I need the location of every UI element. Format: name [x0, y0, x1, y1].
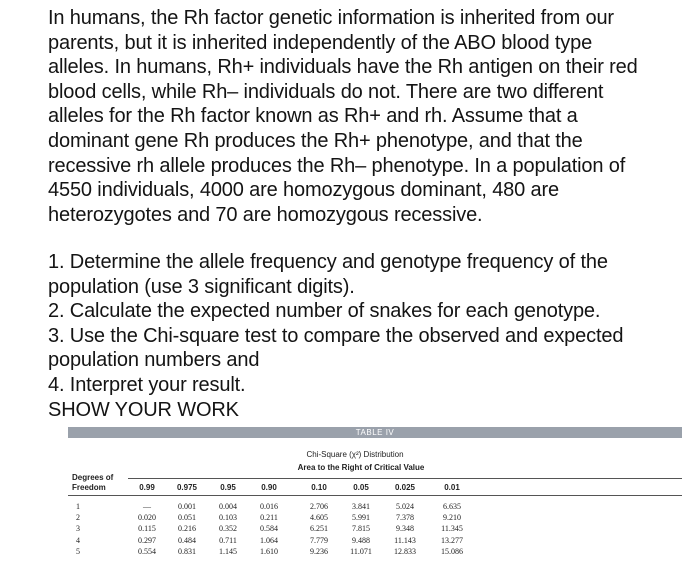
intro-line: parents, but it is inherited independently of the ABO blood type [48, 31, 593, 54]
question-line: 4. Interpret your result. [48, 373, 246, 396]
df-cell: 1 [76, 502, 80, 511]
table-cell: 12.833 [394, 546, 416, 556]
table-cell: 0.211 [260, 513, 278, 523]
table-cell: 9.236 [310, 546, 328, 556]
column-header: 0.90 [261, 483, 277, 492]
table-cell: 0.352 [219, 524, 237, 534]
intro-line: heterozygotes and 70 are homozygous recessive. [48, 203, 483, 226]
table-cell: 11.143 [394, 535, 416, 545]
intro-line: dominant gene Rh produces the Rh+ phenotype, and that the [48, 129, 583, 152]
table-banner [68, 427, 682, 438]
table-cell: 9.210 [443, 513, 461, 523]
table-cell: 0.115 [138, 524, 156, 534]
table-cell: 0.831 [178, 546, 196, 556]
column-header: 0.95 [220, 483, 236, 492]
table-cell: 0.711 [219, 535, 237, 545]
table-cell: 1.610 [260, 546, 278, 556]
table-cell: 0.484 [178, 535, 196, 545]
table-cell: 3.841 [352, 502, 370, 511]
table-cell: 0.051 [178, 513, 196, 523]
intro-line: alleles for the Rh factor known as Rh+ and rh. Assume that a [48, 105, 578, 128]
intro-line: blood cells, while Rh– individuals do not. There are two different [48, 80, 604, 103]
show-work-line: SHOW YOUR WORK [48, 398, 239, 421]
table-cell: 11.071 [350, 546, 372, 556]
table-caption-subtitle: Area to the Right of Critical Value [297, 463, 425, 472]
table-cell: 0.554 [138, 546, 156, 556]
table-cell: 13.277 [441, 535, 463, 545]
table-cell: 0.216 [178, 524, 196, 534]
df-cell: 3 [76, 524, 80, 534]
table-cell: — [143, 502, 151, 511]
column-header: 0.975 [176, 483, 198, 492]
table-banner-label: TABLE IV [355, 428, 395, 437]
table-cell: 7.815 [352, 524, 370, 534]
table-caption-title: Chi-Square (χ²) Distribution [306, 450, 404, 459]
df-cell: 2 [76, 513, 80, 523]
chi-square-table [68, 427, 682, 567]
intro-line: recessive rh allele produces the Rh– phenotype. In a population of [48, 154, 626, 177]
table-cell: 6.635 [443, 502, 461, 511]
degrees-header: Degrees of [72, 473, 114, 482]
table-cell: 9.348 [396, 524, 414, 534]
df-cell: 5 [76, 546, 80, 556]
intro-line: In humans, the Rh factor genetic information is inherited from our [48, 7, 614, 29]
column-header: 0.05 [353, 483, 369, 492]
table-rule-mid [68, 495, 682, 496]
intro-paragraph [48, 6, 688, 227]
question-line: 2. Calculate the expected number of snakes for each genotype. [48, 300, 601, 323]
table-cell: 5.991 [352, 513, 370, 523]
question-line: 3. Use the Chi-square test to compare the observed and expected [48, 324, 624, 347]
table-cell: 9.488 [352, 535, 370, 545]
table-cell: 7.378 [396, 513, 414, 523]
intro-line: 4550 individuals, 4000 are homozygous dominant, 480 are [48, 179, 559, 202]
table-cell: 0.584 [260, 524, 278, 534]
table-cell: 5.024 [396, 502, 414, 511]
freedom-header: Freedom [72, 483, 106, 492]
table-cell: 0.297 [138, 535, 156, 545]
question-line: population (use 3 significant digits). [48, 275, 355, 298]
table-cell: 4.605 [310, 513, 328, 523]
column-header: 0.01 [444, 483, 460, 492]
df-cell: 4 [76, 535, 80, 545]
table-cell: 2.706 [310, 502, 328, 511]
column-header: 0.025 [394, 483, 416, 492]
table-cell: 6.251 [310, 524, 328, 534]
table-cell: 11.345 [441, 524, 463, 534]
question-line: population numbers and [48, 349, 260, 372]
table-cell: 7.779 [310, 535, 328, 545]
table-cell: 0.020 [138, 513, 156, 523]
table-cell: 0.004 [219, 502, 237, 511]
intro-line: alleles. In humans, Rh+ individuals have the Rh antigen on their red [48, 56, 638, 79]
questions-list [48, 250, 688, 422]
table-cell: 1.145 [219, 546, 237, 556]
column-header: 0.10 [311, 483, 327, 492]
table-cell: 0.001 [178, 502, 196, 511]
column-header: 0.99 [139, 483, 155, 492]
table-rule-top [128, 478, 682, 479]
table-cell: 1.064 [260, 535, 278, 545]
question-line: 1. Determine the allele frequency and genotype frequency of the [48, 251, 608, 273]
table-cell: 15.086 [441, 546, 463, 556]
table-cell: 0.016 [260, 502, 278, 511]
table-cell: 0.103 [219, 513, 237, 523]
